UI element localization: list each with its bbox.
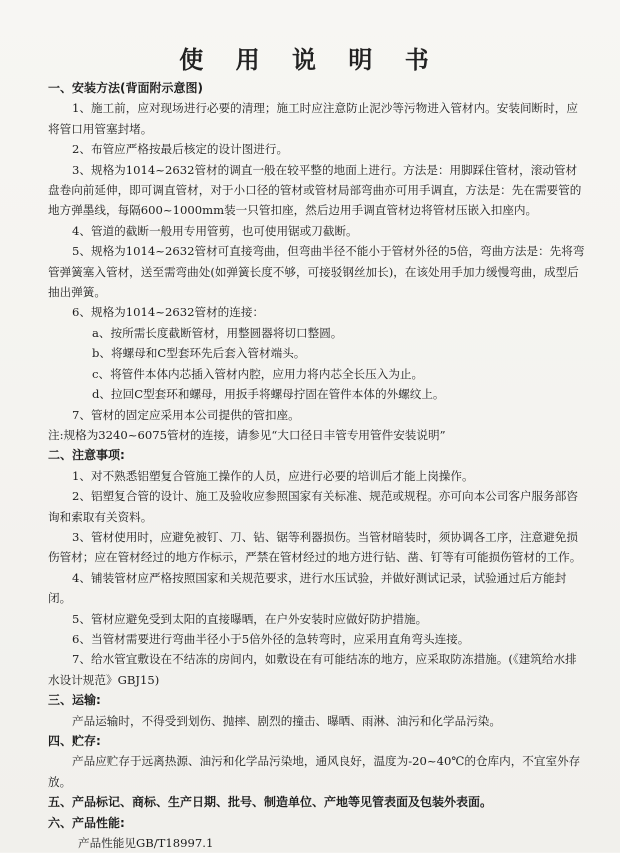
section-heading-marking: 五、产品标记、商标、生产日期、批号、制造单位、产地等见管表面及包装外表面。	[48, 795, 493, 810]
install-step-6a: a、按所需长度截断管材，用整圆器将切口整圆。	[92, 325, 343, 340]
install-step-6d: d、拉回C型套环和螺母，用扳手将螺母拧固在管件本体的外螺纹上。	[92, 387, 445, 402]
install-step-7: 7、管材的固定应采用本公司提供的管扣座。	[72, 407, 300, 422]
install-step-6c: c、将管件本体内芯插入管材内腔，应用力将内芯全长压入为止。	[92, 366, 424, 381]
storage-text: 产品应贮存于远离热源、油污和化学品污染地，通风良好，温度为-20~40℃的仓库内，不宜室外存放。	[48, 754, 581, 789]
document-body	[48, 78, 586, 853]
install-step-6b: b、将螺母和C型套环先后套入管材端头。	[92, 346, 306, 361]
section-heading-transport: 三、运输:	[48, 693, 101, 708]
notes-item-2: 2、铝塑复合管的设计、施工及验收应参照国家有关标准、规范或规程。亦可向本公司客户服务部咨询和索取有关资料。	[48, 489, 578, 524]
page-title: 使 用 说 明 书	[179, 46, 441, 74]
install-step-5: 5、规格为1014~2632管材可直接弯曲，但弯曲半径不能小于管材外径的5倍，弯曲方法是：先将弯管弹簧塞入管材，送至需弯曲处(如弹簧长度不够，可接驳钢丝加长)，在该处用手加力缓慢弯曲，成型后抽出弹簧。	[48, 244, 585, 300]
section-heading-storage: 四、贮存:	[48, 734, 101, 748]
install-note: 注:规格为3240~6075管材的连接，请参见“大口径日丰管专用管件安装说明”	[48, 427, 446, 442]
section-heading-install: 一、安装方法(背面附示意图)	[48, 81, 203, 95]
install-step-6: 6、规格为1014~2632管材的连接：	[72, 305, 265, 320]
notes-item-1: 1、对不熟悉铝塑复合管施工操作的人员，应进行必要的培训后才能上岗操作。	[72, 468, 474, 483]
section-heading-notes: 二、注意事项:	[48, 448, 125, 463]
transport-text: 产品运输时，不得受到划伤、抛摔、剧烈的撞击、曝晒、雨淋、油污和化学品污染。	[72, 713, 501, 728]
notes-item-3: 3、管材使用时，应避免被钉、刀、钻、锯等利器损伤。当管材暗装时，须协调各工序，注意避免损伤管材；应在管材经过的地方作标示，严禁在管材经过的地方进行钻、凿、钉等有可能损伤管材的工作。	[48, 529, 582, 565]
notes-item-7: 7、给水管宜敷设在不结冻的房间内，如敷设在有可能结冻的地方，应采取防冻措施。(《建筑给水排水设计规范》GBJ15)	[48, 652, 577, 687]
install-step-1: 1、施工前，应对现场进行必要的清理；施工时应注意防止泥沙等污物进入管材内。安装间断时，应将管口用管塞封堵。	[48, 101, 578, 136]
section-heading-performance: 六、产品性能:	[48, 815, 125, 830]
install-step-2: 2、布管应严格按最后核定的设计图进行。	[72, 142, 289, 157]
install-step-4: 4、管道的截断一般用专用管剪，也可使用锯或刀截断。	[72, 223, 358, 238]
notes-item-4: 4、铺装管材应严格按照国家和关规范要求，进行水压试验，并做好测试记录，试验通过后方能封闭。	[48, 570, 567, 606]
notes-item-5: 5、管材应避免受到太阳的直接曝晒，在户外安装时应做好防护措施。	[72, 611, 428, 626]
performance-text: 产品性能见GB/T18997.1	[78, 836, 214, 851]
install-step-3: 3、规格为1014~2632管材的调直一般在较平整的地面上进行。方法是：用脚踩住管材，滚动管材盘卷向前延伸，即可调直管材，对于小口径的管材或管材局部弯曲亦可用手调直，方法是：先在需要管的地方弹墨线，每隔600~1000mm装一只管扣座，然后边用手调直管材边将管材压嵌入扣座内。	[48, 162, 582, 218]
notes-item-6: 6、当管材需要进行弯曲半径小于5倍外径的急转弯时，应采用直角弯头连接。	[72, 631, 470, 646]
